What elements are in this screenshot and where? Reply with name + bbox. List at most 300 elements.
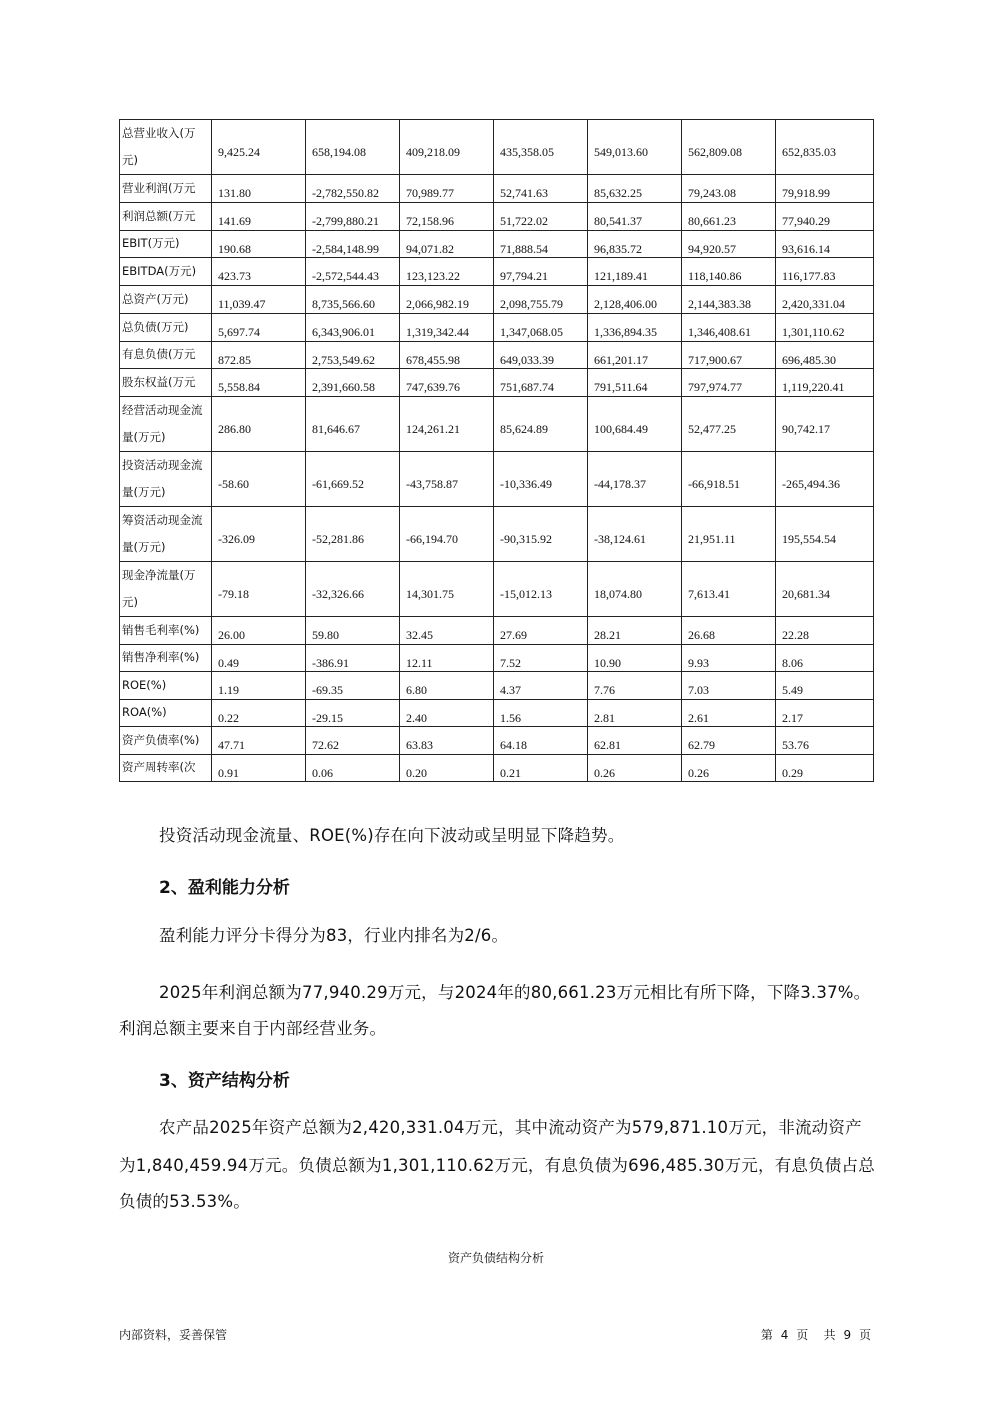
table-row [120,645,874,672]
cell-value: 22.28 [782,628,809,642]
table-cell [682,700,776,727]
cell-value: 52,741.63 [500,186,548,200]
cell-value: 71,888.54 [500,241,548,256]
table-cell [306,645,400,672]
cell-value: 6.80 [406,683,427,697]
table-cell [306,314,400,342]
cell-value: 28.21 [594,628,621,642]
table-cell [306,258,400,286]
table-cell [400,755,494,782]
table-cell [494,755,588,782]
cell-value: 2,144,383.38 [688,297,751,311]
cell-value: 286.80 [218,421,251,436]
cell-value: 26.00 [218,628,245,642]
table-row [120,369,874,397]
cell-value: 1,301,110.62 [782,325,845,339]
table-cell [682,617,776,645]
table-cell [682,727,776,755]
cell-value: 4.37 [500,683,521,697]
table-cell [212,727,306,755]
row-label-text: 利润总额(万元 [122,208,196,223]
table-cell [494,645,588,672]
cell-value: 124,261.21 [406,421,460,436]
table-row [120,672,874,700]
cell-value: 79,918.99 [782,186,830,200]
table-cell [212,342,306,369]
table-cell [212,286,306,314]
table-cell [306,727,400,755]
cell-value: 12.11 [406,655,433,670]
row-label [120,203,212,231]
table-cell [776,672,874,700]
table-row [120,562,874,617]
table-cell [212,700,306,727]
table-cell [588,342,682,369]
cell-value: 85,632.25 [594,186,642,200]
table-cell [588,397,682,452]
table-cell [400,314,494,342]
row-label [120,342,212,369]
table-cell [400,342,494,369]
table-cell [588,203,682,231]
table-cell [776,645,874,672]
page-prefix: 第 [760,1328,773,1342]
asset-paragraph-line3: 负债的53.53%。 [119,1192,250,1211]
cell-value: 5,558.84 [218,380,260,394]
table-cell [494,397,588,452]
cell-value: 70,989.77 [406,186,454,200]
cell-value: 2,098,755.79 [500,297,563,311]
table-row [120,342,874,369]
table-cell [588,507,682,562]
cell-value: 94,071.82 [406,241,454,256]
cell-value: -44,178.37 [594,476,646,491]
table-cell [682,286,776,314]
cell-value: 649,033.39 [500,352,554,367]
table-cell [306,617,400,645]
total-prefix: 共 [823,1328,836,1342]
cell-value: -386.91 [312,655,349,670]
table-cell [682,562,776,617]
table-cell [682,369,776,397]
cell-value: -32,326.66 [312,586,364,601]
cell-value: 141.69 [218,214,251,228]
table-cell [682,452,776,507]
table-cell [682,231,776,258]
row-label [120,286,212,314]
table-cell [776,452,874,507]
table-cell [306,755,400,782]
row-label-text: 资产周转率(次 [122,760,196,774]
cell-value: -10,336.49 [500,476,552,491]
table-row [120,231,874,258]
cell-value: 53.76 [782,738,809,752]
cell-value: 121,189.41 [594,269,648,283]
table-cell [682,120,776,175]
row-label-text: 总营业收入(万元) [122,126,196,167]
table-cell [588,369,682,397]
table-row [120,727,874,755]
table-cell [212,617,306,645]
table-cell [306,700,400,727]
cell-value: 118,140.86 [688,269,742,283]
cell-value: 21,951.11 [688,531,736,546]
table-cell [588,120,682,175]
table-cell [400,258,494,286]
cell-value: -2,782,550.82 [312,186,379,200]
cell-value: -29.15 [312,710,343,725]
table-cell [400,507,494,562]
table-cell [400,700,494,727]
cell-value: 1,119,220.41 [782,380,845,394]
row-label-text: 资产负债率(%) [122,732,200,747]
table-cell [588,452,682,507]
table-cell [400,727,494,755]
cell-value: -265,494.36 [782,476,840,491]
cell-value: 59.80 [312,628,339,642]
cell-value: -69.35 [312,683,343,697]
table-row [120,507,874,562]
chart-caption: 资产负债结构分析 [447,1251,544,1265]
table-cell [588,258,682,286]
cell-value: 5,697.74 [218,325,260,339]
table-cell [682,672,776,700]
cell-value: -2,572,544.43 [312,269,379,283]
cell-value: 27.69 [500,628,527,642]
table-cell [588,645,682,672]
cell-value: 8,735,566.60 [312,297,375,311]
row-label-text: 投资活动现金流量(万元) [122,458,203,499]
table-cell [212,369,306,397]
cell-value: 97,794.21 [500,269,548,283]
table-cell [494,258,588,286]
cell-value: 2.81 [594,710,615,725]
score-paragraph: 盈利能力评分卡得分为83，行业内排名为2/6。 [159,926,509,945]
table-cell [400,286,494,314]
cell-value: 0.20 [406,765,427,780]
table-cell [400,452,494,507]
cell-value: 6,343,906.01 [312,325,375,339]
table-cell [588,562,682,617]
cell-value: 100,684.49 [594,421,648,436]
table-row [120,617,874,645]
cell-value: -66,194.70 [406,531,458,546]
cell-value: 52,477.25 [688,421,736,436]
cell-value: 791,511.64 [594,380,648,394]
table-cell [682,755,776,782]
profit-paragraph-line2: 利润总额主要来自于内部经营业务。 [119,1019,387,1038]
table-row [120,700,874,727]
cell-value: 77,940.29 [782,214,830,228]
cell-value: 0.26 [594,765,615,780]
cell-value: 80,541.37 [594,214,642,228]
row-label [120,120,212,175]
footer-page-number [759,1326,873,1343]
table-cell [682,258,776,286]
table-cell [212,258,306,286]
table-cell [682,175,776,203]
row-label [120,452,212,507]
table-cell [212,507,306,562]
cell-value: 62.81 [594,738,621,752]
cell-value: 9,425.24 [218,144,260,159]
table-cell [682,314,776,342]
table-cell [212,203,306,231]
table-cell [400,617,494,645]
table-row [120,175,874,203]
table-cell [212,231,306,258]
row-label [120,727,212,755]
cell-value: 1,319,342.44 [406,325,469,339]
table-cell [776,507,874,562]
cell-value: 872.85 [218,352,251,367]
cell-value: 5.49 [782,683,803,697]
row-label-text: 现金净流量(万元) [122,568,196,609]
cell-value: 747,639.76 [406,380,460,394]
table-cell [588,672,682,700]
table-cell [776,231,874,258]
cell-value: 7,613.41 [688,586,730,601]
section-heading-asset-structure: 3、资产结构分析 [159,1071,290,1091]
table-cell [400,672,494,700]
cell-value: -52,281.86 [312,531,364,546]
cell-value: 14,301.75 [406,586,454,601]
table-cell [212,645,306,672]
cell-value: 0.22 [218,710,239,725]
table-row [120,258,874,286]
total-unit: 页 [858,1328,871,1342]
cell-value: -66,918.51 [688,476,740,491]
cell-value: 658,194.08 [312,144,366,159]
row-label-text: 销售毛利率(%) [122,622,200,637]
cell-value: 2,128,406.00 [594,297,657,311]
table-cell [494,231,588,258]
cell-value: 696,485.30 [782,352,836,367]
table-cell [494,700,588,727]
cell-value: 1.19 [218,683,239,697]
row-label-text: ROE(%) [122,677,167,692]
table-cell [212,314,306,342]
row-label [120,231,212,258]
cell-value: 1,336,894.35 [594,325,657,339]
cell-value: 8.06 [782,655,803,670]
cell-value: 51,722.02 [500,214,548,228]
cell-value: -38,124.61 [594,531,646,546]
row-label [120,175,212,203]
table-cell [212,120,306,175]
cell-value: 32.45 [406,628,433,642]
cell-value: -79.18 [218,586,249,601]
table-cell [494,203,588,231]
table-cell [776,755,874,782]
table-cell [306,507,400,562]
table-cell [588,755,682,782]
cell-value: 47.71 [218,738,245,752]
table-cell [776,175,874,203]
cell-value: -43,758.87 [406,476,458,491]
asset-paragraph-line1: 农产品2025年资产总额为2,420,331.04万元，其中流动资产为579,871.10万元，非流动资产 [159,1118,862,1137]
row-label-text: 经营活动现金流量(万元) [122,403,203,444]
page-current: 4 [780,1328,789,1342]
cell-value: 1,347,068.05 [500,325,563,339]
footer-confidential: 内部资料，妥善保管 [119,1328,228,1342]
row-label [120,645,212,672]
cell-value: 9.93 [688,655,709,670]
table-cell [588,617,682,645]
cell-value: 652,835.03 [782,144,836,159]
table-cell [494,314,588,342]
cell-value: 0.91 [218,765,239,780]
table-cell [400,397,494,452]
table-cell [212,397,306,452]
table-cell [494,120,588,175]
table-row [120,286,874,314]
table-row [120,203,874,231]
table-cell [306,175,400,203]
cell-value: 195,554.54 [782,531,836,546]
table-cell [306,120,400,175]
cell-value: 0.49 [218,655,239,670]
cell-value: 409,218.09 [406,144,460,159]
cell-value: 2.40 [406,710,427,725]
table-cell [682,645,776,672]
table-cell [776,369,874,397]
table-cell [682,507,776,562]
table-cell [306,286,400,314]
row-label [120,672,212,700]
cell-value: 678,455.98 [406,352,460,367]
cell-value: 2,420,331.04 [782,297,845,311]
cell-value: 72.62 [312,738,339,752]
cell-value: 435,358.05 [500,144,554,159]
table-cell [400,203,494,231]
table-cell [306,369,400,397]
table-cell [494,286,588,314]
row-label-text: 总资产(万元) [122,291,189,306]
table-row [120,120,874,175]
cell-value: -2,584,148.99 [312,241,379,256]
table-row [120,397,874,452]
cell-value: 7.76 [594,683,615,697]
table-cell [494,672,588,700]
table-cell [212,755,306,782]
cell-value: 1,346,408.61 [688,325,751,339]
row-label-text: 股东权益(万元 [122,374,196,389]
cell-value: -61,669.52 [312,476,364,491]
table-cell [494,507,588,562]
table-cell [776,562,874,617]
table-row [120,314,874,342]
table-cell [212,175,306,203]
cell-value: 0.21 [500,765,521,780]
cell-value: 2.17 [782,710,803,725]
table-row [120,755,874,782]
table-cell [306,452,400,507]
row-label-text: 总负债(万元) [122,319,189,334]
table-cell [400,120,494,175]
cell-value: 423.73 [218,269,251,283]
page-unit: 页 [796,1328,809,1342]
row-label [120,397,212,452]
table-cell [776,342,874,369]
cell-value: 2,066,982.19 [406,297,469,311]
table-cell [494,562,588,617]
cell-value: 85,624.89 [500,421,548,436]
table-cell [494,727,588,755]
row-label-text: 筹资活动现金流量(万元) [122,513,203,554]
table-cell [776,617,874,645]
table-cell [400,175,494,203]
table-cell [494,452,588,507]
cell-value: 80,661.23 [688,214,736,228]
table-cell [776,258,874,286]
row-label [120,258,212,286]
cell-value: -15,012.13 [500,586,552,601]
cell-value: 131.80 [218,186,251,200]
cell-value: 2.61 [688,710,709,725]
cell-value: -58.60 [218,476,249,491]
row-label-text: 有息负债(万元 [122,347,196,361]
cell-value: 2,753,549.62 [312,352,375,367]
section-heading-profitability: 2、盈利能力分析 [159,878,290,898]
cell-value: 7.03 [688,683,709,697]
cell-value: 62.79 [688,738,715,752]
cell-value: 0.29 [782,765,803,780]
cell-value: 549,013.60 [594,144,648,159]
row-label [120,700,212,727]
trend-paragraph: 投资活动现金流量、ROE(%)存在向下波动或呈明显下降趋势。 [159,826,625,845]
table-cell [776,727,874,755]
table-cell [588,727,682,755]
row-label [120,314,212,342]
cell-value: 94,920.57 [688,241,736,256]
cell-value: 79,243.08 [688,186,736,200]
table-cell [776,397,874,452]
row-label [120,617,212,645]
table-cell [400,645,494,672]
table-cell [306,562,400,617]
table-cell [306,397,400,452]
row-label-text: 营业利润(万元 [122,180,196,195]
cell-value: 751,687.74 [500,380,554,394]
table-cell [306,342,400,369]
table-cell [306,231,400,258]
cell-value: 661,201.17 [594,352,648,367]
table-cell [212,562,306,617]
table-cell [400,562,494,617]
table-cell [400,369,494,397]
cell-value: 11,039.47 [218,297,266,311]
table-cell [588,231,682,258]
table-cell [212,452,306,507]
table-cell [494,342,588,369]
table-cell [494,369,588,397]
cell-value: 190.68 [218,241,251,256]
table-cell [306,203,400,231]
cell-value: 96,835.72 [594,241,642,256]
table-cell [682,397,776,452]
table-cell [682,342,776,369]
cell-value: 0.06 [312,765,333,780]
table-cell [776,120,874,175]
table-cell [776,286,874,314]
cell-value: 20,681.34 [782,586,830,601]
cell-value: 7.52 [500,655,521,670]
table-cell [588,314,682,342]
table-cell [776,203,874,231]
asset-paragraph-line2: 为1,840,459.94万元。负债总额为1,301,110.62万元，有息负债为696,485.30万元，有息负债占总 [119,1156,875,1175]
cell-value: 123,123.22 [406,269,460,283]
